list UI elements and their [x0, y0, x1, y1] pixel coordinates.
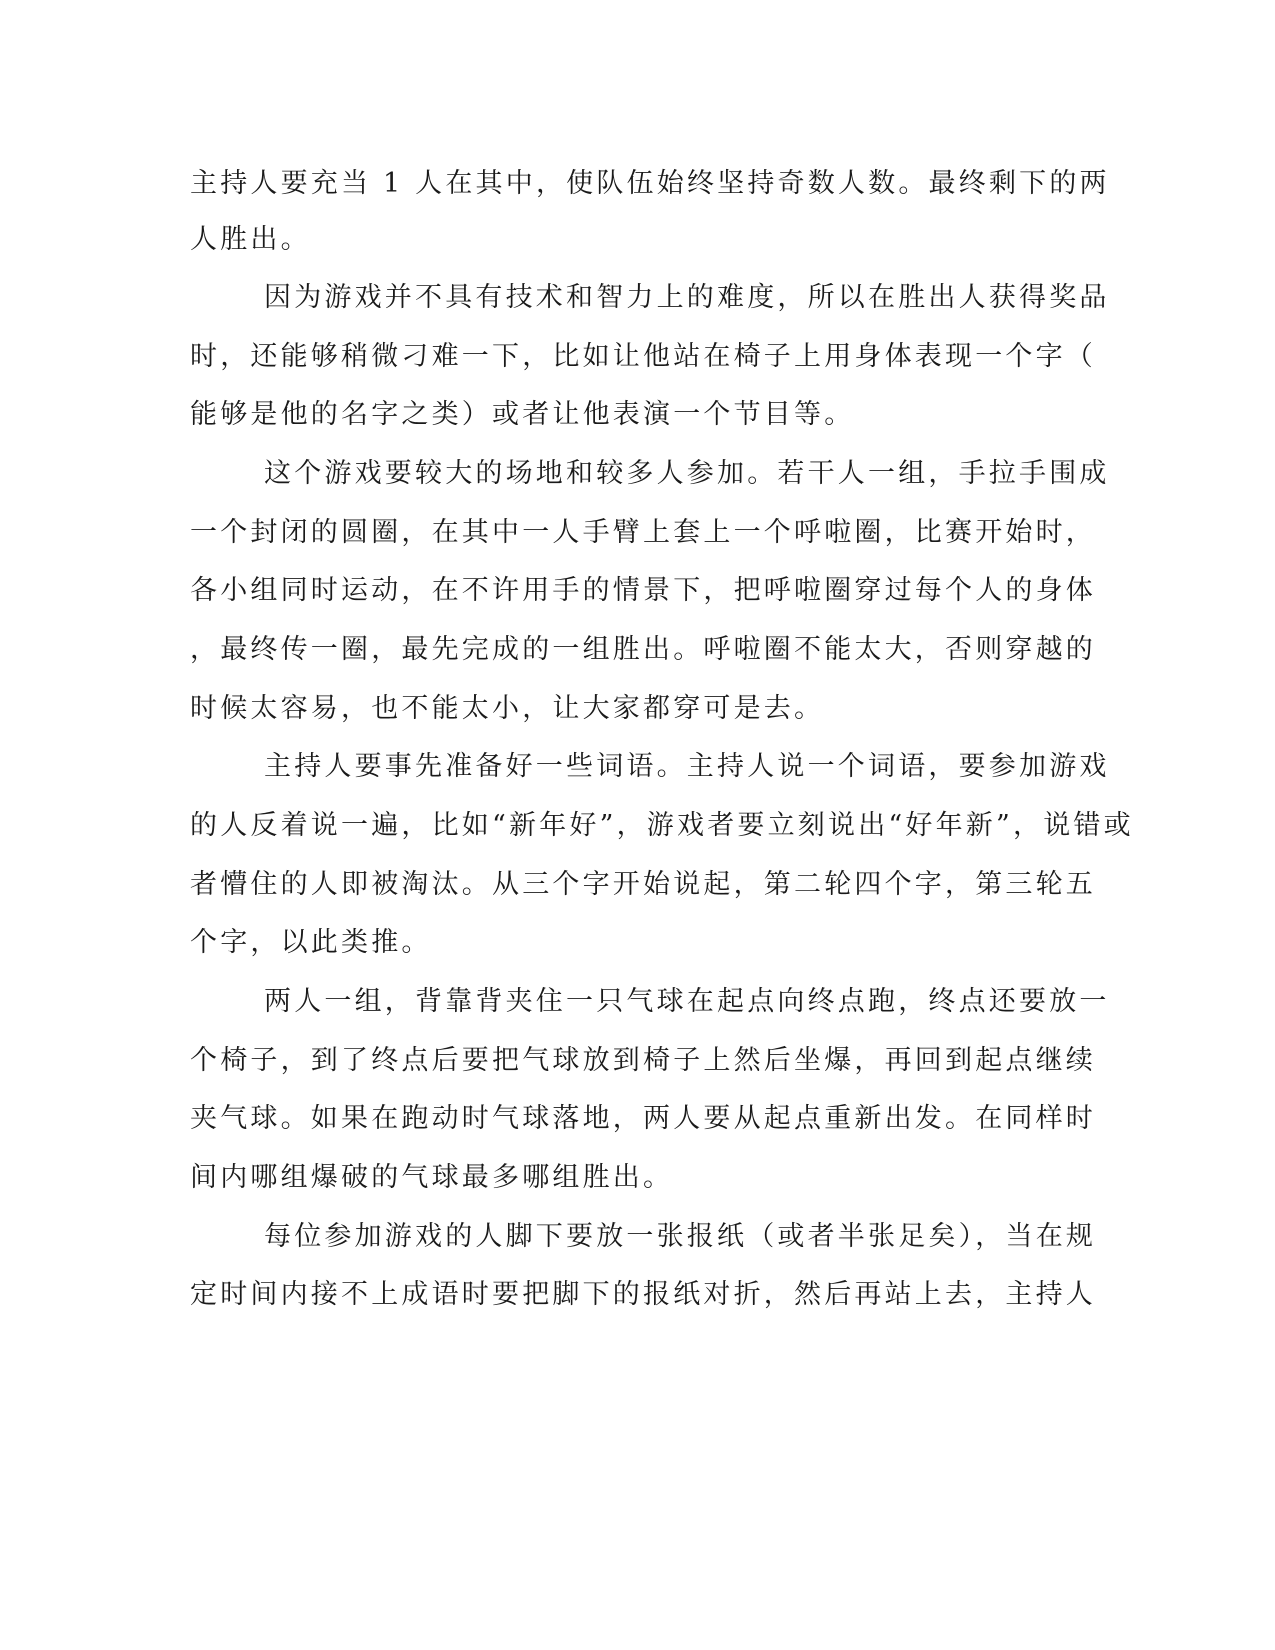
text-line: 因为游戏并不具有技术和智力上的难度，所以在胜出人获得奖品 [264, 282, 1110, 313]
text-line: 间内哪组爆破的气球最多哪组胜出。 [190, 1162, 674, 1193]
text-line: 者懵住的人即被淘汰。从三个字开始说起，第二轮四个字，第三轮五 [190, 869, 1096, 900]
text-line: 的人反着说一遍，比如“新年好”，游戏者要立刻说出“好年新”，说错或 [190, 810, 1134, 841]
text-line: ，最终传一圈，最先完成的一组胜出。呼啦圈不能太大，否则穿越的 [190, 634, 1096, 665]
text-line: 个字，以此类推。 [190, 927, 432, 958]
text-line: 人胜出。 [190, 224, 311, 255]
text-line: 主持人要充当 1 人在其中，使队伍始终坚持奇数人数。最终剩下的两 [190, 168, 1110, 199]
text-line: 时，还能够稍微刁难一下，比如让他站在椅子上用身体表现一个字（ [190, 341, 1096, 372]
text-line: 能够是他的名字之类）或者让他表演一个节目等。 [190, 399, 855, 430]
text-line: 每位参加游戏的人脚下要放一张报纸（或者半张足矣），当在规 [264, 1221, 1097, 1252]
text-line: 夹气球。如果在跑动时气球落地，两人要从起点重新出发。在同样时 [190, 1103, 1096, 1134]
text-line: 这个游戏要较大的场地和较多人参加。若干人一组，手拉手围成 [264, 458, 1110, 489]
text-line: 主持人要事先准备好一些词语。主持人说一个词语，要参加游戏 [264, 751, 1110, 782]
text-line: 定时间内接不上成语时要把脚下的报纸对折，然后再站上去，主持人 [190, 1279, 1096, 1310]
text-line: 一个封闭的圆圈，在其中一人手臂上套上一个呼啦圈，比赛开始时， [190, 517, 1096, 548]
text-line: 各小组同时运动，在不许用手的情景下，把呼啦圈穿过每个人的身体 [190, 575, 1096, 606]
text-line: 时候太容易，也不能太小，让大家都穿可是去。 [190, 693, 825, 724]
text-line: 两人一组，背靠背夹住一只气球在起点向终点跑，终点还要放一 [264, 986, 1110, 1017]
text-line: 个椅子，到了终点后要把气球放到椅子上然后坐爆，再回到起点继续 [190, 1045, 1096, 1076]
